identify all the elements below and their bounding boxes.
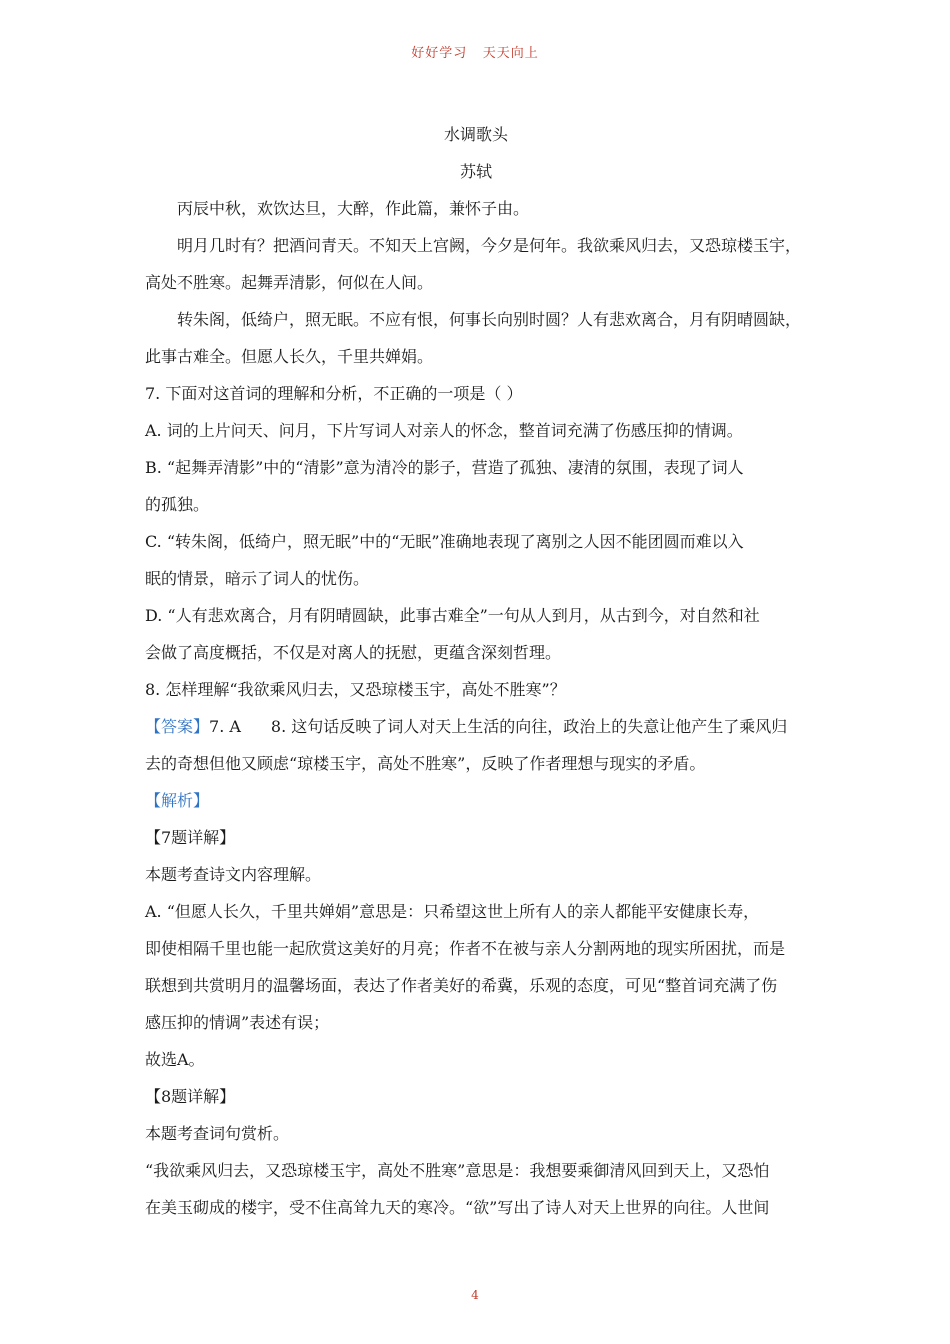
page-header: 好好学习 天天向上 [411,46,539,61]
question8-stem: 8. 怎样理解“我欲乘风归去，又恐琼楼玉宇，高处不胜寒”？ [145,680,566,699]
poem-stanza1-line1: 明月几时有？把酒问青天。不知天上宫阙，今夕是何年。我欲乘风归去，又恐琼楼玉宇， [177,236,802,255]
question7-option-d-line2: 会做了高度概括，不仅是对离人的抚慰，更蕴含深刻哲理。 [145,643,562,662]
q8-detail-line1: “我欲乘风归去，又恐琼楼玉宇，高处不胜寒”意思是：我想要乘御清风回到天上，又恐怕 [145,1161,770,1180]
q8-detail-line2: 在美玉砌成的楼宇，受不住高耸九天的寒冷。“欲”写出了诗人对天上世界的向往。人世间 [145,1198,770,1217]
question7-option-c-line2: 眠的情景，暗示了词人的忧伤。 [145,569,370,588]
poem-title: 水调歌头 [443,125,508,144]
answer-label: 【答案】 [145,717,210,736]
q7-detail-line4: 感压抑的情调”表述有误； [145,1013,330,1032]
q8-detail-intro: 本题考查词句赏析。 [145,1124,290,1143]
question7-option-b-line2: 的孤独。 [145,495,210,514]
question7-option-d-line1: D. “人有悲欢离合，月有阴晴圆缺，此事古难全”一句从人到月，从古到今，对自然和社 [145,606,760,625]
analysis-label: 【解析】 [145,791,210,810]
document-body [145,116,807,1226]
q7-detail-line2: 即使相隔千里也能一起欣赏这美好的月亮；作者不在被与亲人分割两地的现实所困扰，而是 [145,939,786,958]
poem-stanza2-line1: 转朱阁，低绮户，照无眠。不应有恨，何事长向别时圆？人有悲欢离合，月有阴晴圆缺， [177,310,802,329]
page-number: 4 [471,1288,479,1302]
poem-preface: 丙辰中秋，欢饮达旦，大醉，作此篇，兼怀子由。 [177,199,530,218]
q7-detail-intro: 本题考查诗文内容理解。 [145,865,322,884]
question7-stem: 7. 下面对这首词的理解和分析，不正确的一项是（ ） [145,384,523,403]
q7-detail-line3: 联想到共赏明月的温馨场面，表达了作者美好的希冀，乐观的态度，可见“整首词充满了伤 [145,976,778,995]
q7-conclusion: 故选A。 [145,1050,205,1069]
answer8-line2: 去的奇想但他又顾虑“琼楼玉宇，高处不胜寒”，反映了作者理想与现实的矛盾。 [145,754,706,773]
answer8-line1: 8. 这句话反映了词人对天上生活的向往，政治上的失意让他产生了乘风归 [270,717,788,736]
answer-line1 [145,708,807,745]
poem-stanza1-line2: 高处不胜寒。起舞弄清影，何似在人间。 [145,273,434,292]
question7-option-a: A. 词的上片问天、问月，下片写词人对亲人的怀念，整首词充满了伤感压抑的情调。 [145,421,743,440]
q8-detail-heading: 【8题详解】 [145,1087,236,1106]
poem-author: 苏轼 [459,162,492,181]
q7-detail-line1: A. “但愿人长久，千里共婵娟”意思是：只希望这世上所有人的亲人都能平安健康长寿， [145,902,760,921]
q7-detail-heading: 【7题详解】 [145,828,236,847]
question7-option-c-line1: C. “转朱阁，低绮户，照无眠”中的“无眠”准确地表现了离别之人因不能团圆而难以入 [145,532,744,551]
question7-option-b-line1: B. “起舞弄清影”中的“清影”意为清冷的影子，营造了孤独、凄清的氛围，表现了词人 [145,458,744,477]
poem-stanza2-line2: 此事古难全。但愿人长久，千里共婵娟。 [145,347,434,366]
answer7: 7. A [209,717,241,736]
